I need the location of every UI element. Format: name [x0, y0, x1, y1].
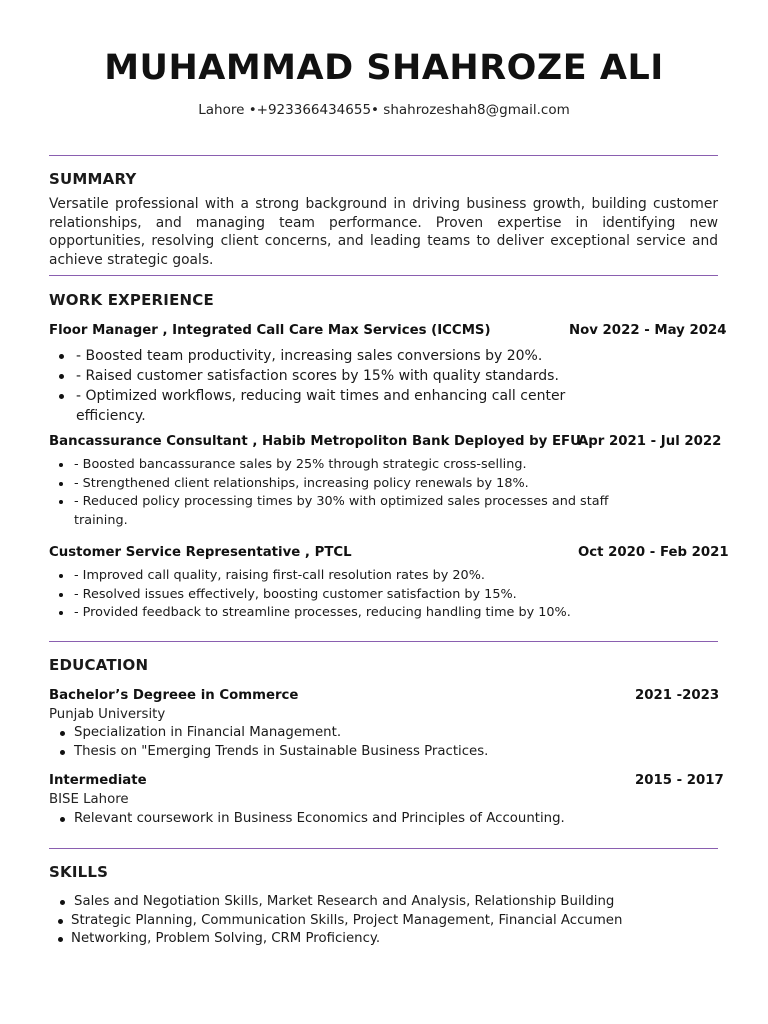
section-divider — [49, 641, 718, 642]
education-heading: EDUCATION — [49, 656, 149, 674]
job-dates: Oct 2020 - Feb 2021 — [578, 545, 729, 560]
contact-line: Lahore •+923366434655• shahrozeshah8@gmail.com — [198, 102, 570, 118]
bullet-icon — [59, 482, 63, 486]
section-divider — [49, 848, 718, 849]
bullet-text: Thesis on "Emerging Trends in Sustainable Business Practices. — [74, 743, 489, 759]
skill-text: Sales and Negotiation Skills, Market Research and Analysis, Relationship Building — [74, 894, 615, 909]
bullet-icon — [59, 593, 63, 597]
bullet-icon — [58, 937, 63, 942]
bullet-icon — [60, 731, 65, 736]
list-item — [59, 346, 579, 366]
degree-dates: 2021 -2023 — [635, 688, 720, 703]
job-title: Bancassurance Consultant , Habib Metropoliton Bank Deployed by EFU — [49, 434, 581, 449]
job-title: Floor Manager , Integrated Call Care Max Services (ICCMS) — [49, 323, 491, 338]
bullet-text: - Optimized workflows, reducing wait times and enhancing call center efficiency. — [76, 388, 566, 424]
job-dates: Nov 2022 - May 2024 — [569, 323, 727, 338]
list-item — [59, 567, 659, 586]
bullet-text: Specialization in Financial Management. — [74, 725, 342, 740]
skill-text: Strategic Planning, Communication Skills, Project Management, Financial Accumen — [71, 912, 623, 928]
bullet-text: - Improved call quality, raising first-call resolution rates by 20%. — [74, 568, 485, 583]
bullet-text: - Strengthened client relationships, increasing policy renewals by 18%. — [74, 475, 529, 491]
summary-heading: SUMMARY — [49, 170, 137, 188]
section-divider — [49, 155, 718, 156]
bullet-text: - Resolved issues effectively, boosting customer satisfaction by 15%. — [74, 586, 517, 602]
bullet-text: - Reduced policy processing times by 30% with optimized sales processes and staff training. — [74, 494, 609, 528]
job-bullet-list — [59, 456, 639, 530]
bullet-icon — [59, 354, 64, 359]
skills-list — [58, 893, 698, 949]
bullet-icon — [59, 500, 63, 504]
list-item — [59, 386, 566, 426]
bullet-icon — [59, 574, 63, 578]
list-item — [59, 586, 659, 605]
bullet-icon — [59, 611, 63, 615]
job-bullet-list — [59, 346, 579, 426]
list-item — [58, 810, 658, 829]
degree-dates: 2015 - 2017 — [635, 773, 724, 788]
bullet-icon — [58, 919, 63, 924]
job-bullet-list — [59, 567, 659, 623]
list-item — [58, 724, 658, 743]
list-item — [59, 366, 579, 386]
bullet-icon — [59, 374, 64, 379]
list-item — [58, 743, 658, 762]
degree-title: Intermediate — [49, 773, 147, 788]
bullet-icon — [59, 463, 63, 467]
section-divider — [49, 275, 718, 276]
list-item — [58, 893, 698, 912]
job-dates: Apr 2021 - Jul 2022 — [578, 434, 722, 449]
bullet-text: - Boosted team productivity, increasing sales conversions by 20%. — [76, 348, 543, 364]
education-bullet-list — [58, 724, 658, 761]
bullet-icon — [60, 900, 65, 905]
bullet-icon — [60, 817, 65, 822]
list-item — [59, 604, 659, 623]
list-item — [59, 456, 639, 475]
institution-name: Punjab University — [49, 707, 166, 722]
bullet-text: - Raised customer satisfaction scores by 15% with quality standards. — [76, 368, 559, 384]
list-item — [58, 930, 698, 949]
bullet-icon — [60, 750, 65, 755]
job-title: Customer Service Representative , PTCL — [49, 545, 352, 560]
degree-title: Bachelor’s Degreee in Commerce — [49, 688, 299, 703]
summary-text: Versatile professional with a strong background in driving business growth, building customer relationships, and managing team performance. Proven expertise in identifying new opportunities, resolving client concerns, and leading teams to deliver exceptional service and achieve strategic goals. — [49, 196, 718, 268]
education-bullet-list — [58, 810, 658, 829]
work-experience-heading: WORK EXPERIENCE — [49, 291, 214, 309]
list-item — [59, 493, 634, 530]
skill-text: Networking, Problem Solving, CRM Proficiency. — [71, 931, 381, 946]
skills-heading: SKILLS — [49, 863, 109, 881]
list-item — [58, 912, 698, 931]
candidate-name: MUHAMMAD SHAHROZE ALI — [104, 48, 664, 88]
bullet-text: - Boosted bancassurance sales by 25% through strategic cross-selling. — [74, 457, 527, 472]
bullet-text: Relevant coursework in Business Economics and Principles of Accounting. — [74, 811, 565, 826]
bullet-icon — [59, 394, 64, 399]
institution-name: BISE Lahore — [49, 792, 129, 807]
bullet-text: - Provided feedback to streamline processes, reducing handling time by 10%. — [74, 605, 571, 620]
list-item — [59, 475, 639, 494]
